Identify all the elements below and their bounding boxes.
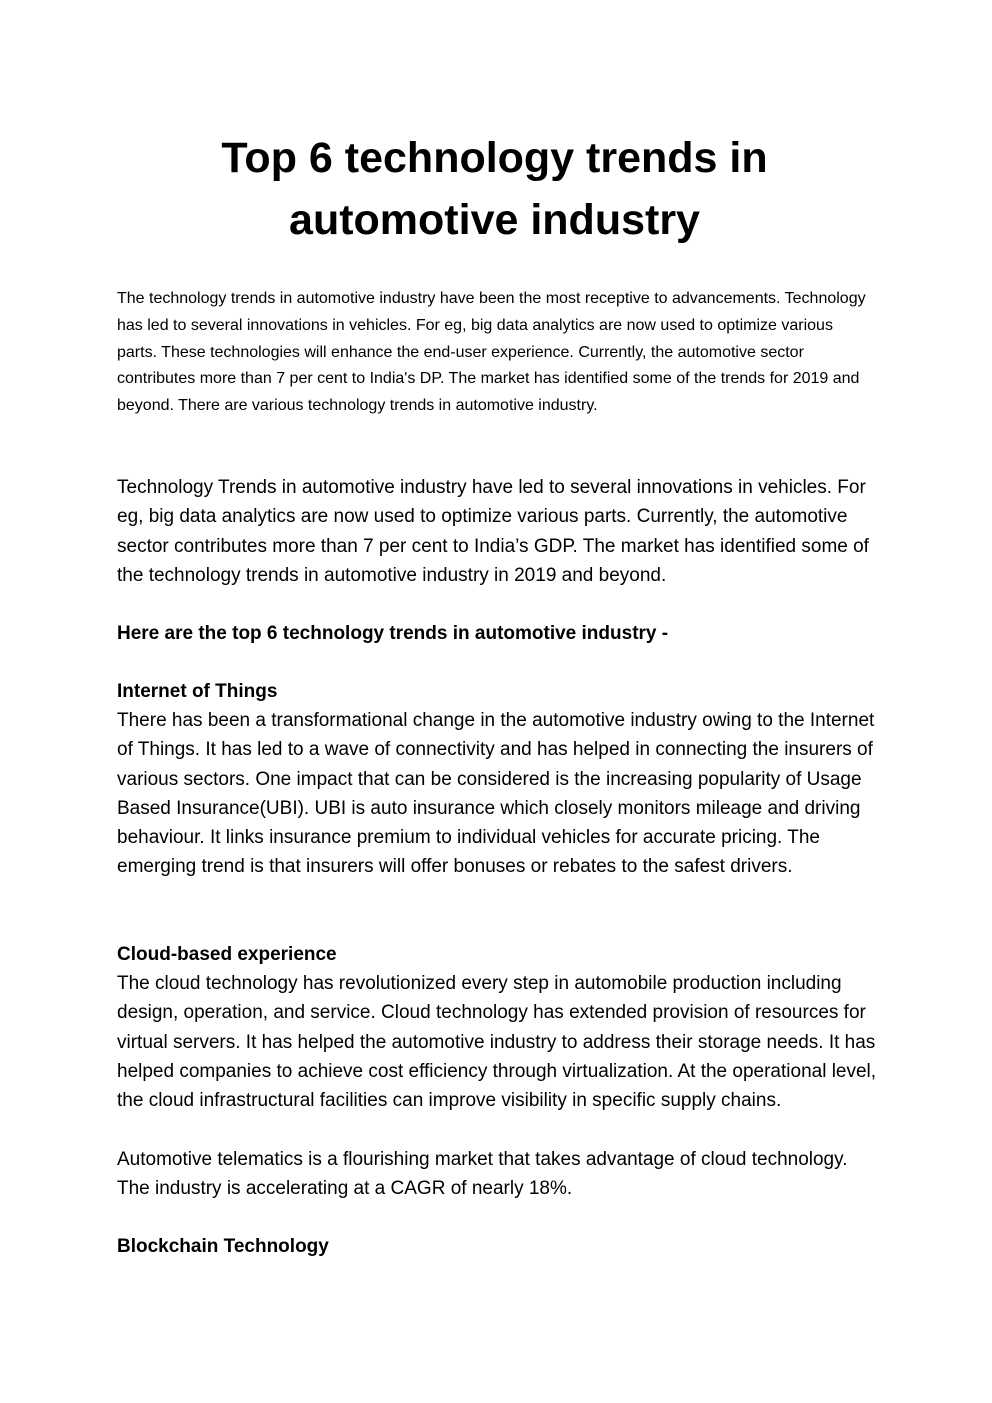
section-heading-iot: Internet of Things (117, 681, 278, 702)
second-paragraph: Technology Trends in automotive industry have led to several innovations in vehicles. For eg, big data analytics are now used to optimize various parts. Currently, the automotive sector contributes more than 7 per cent to India’s GDP. The market has identified some of the technology trends in automotive industry in 2019 and beyond. (117, 477, 869, 586)
section-body-iot: There has been a transformational change in the automotive industry owing to the Internet of Things. It has led to a wave of connectivity and has helped in connecting the insurers of various sectors. One impact that can be considered is the increasing popularity of Usage Based Insurance(UBI). UBI is auto insurance which closely monitors mileage and driving behaviour. It links insurance premium to individual vehicles for accurate pricing. The emerging trend is that insurers will offer bonuses or rebates to the safest drivers. (117, 710, 875, 878)
list-intro-heading: Here are the top 6 technology trends in automotive industry - (117, 623, 669, 644)
section-body-cloud-telematics: Automotive telematics is a flourishing market that takes advantage of cloud technology. The industry is accelerating at a CAGR of nearly 18%. (117, 1149, 848, 1200)
section-body-cloud: The cloud technology has revolutionized every step in automobile production including design, operation, and service. Cloud technology has extended provision of resources for virtual servers. It has helped the automotive industry to address their storage needs. It has helped companies to achieve cost efficiency through virtualization. At the operational level, the cloud infrastructural facilities can improve visibility in specific supply chains. (117, 973, 877, 1112)
document-title: Top 6 technology trends in automotive industry (221, 134, 768, 244)
intro-paragraph: The technology trends in automotive industry have been the most receptive to advancements. Technology has led to several innovations in vehicles. For eg, big data analytics are now used to optimize various parts. These technologies will enhance the end-user experience. Currently, the automotive sector contributes more than 7 per cent to India's DP. The market has identified some of the trends for 2019 and beyond. There are various technology trends in automotive industry. (117, 290, 866, 415)
section-heading-cloud: Cloud-based experience (117, 944, 337, 965)
section-heading-blockchain: Blockchain Technology (117, 1236, 329, 1257)
